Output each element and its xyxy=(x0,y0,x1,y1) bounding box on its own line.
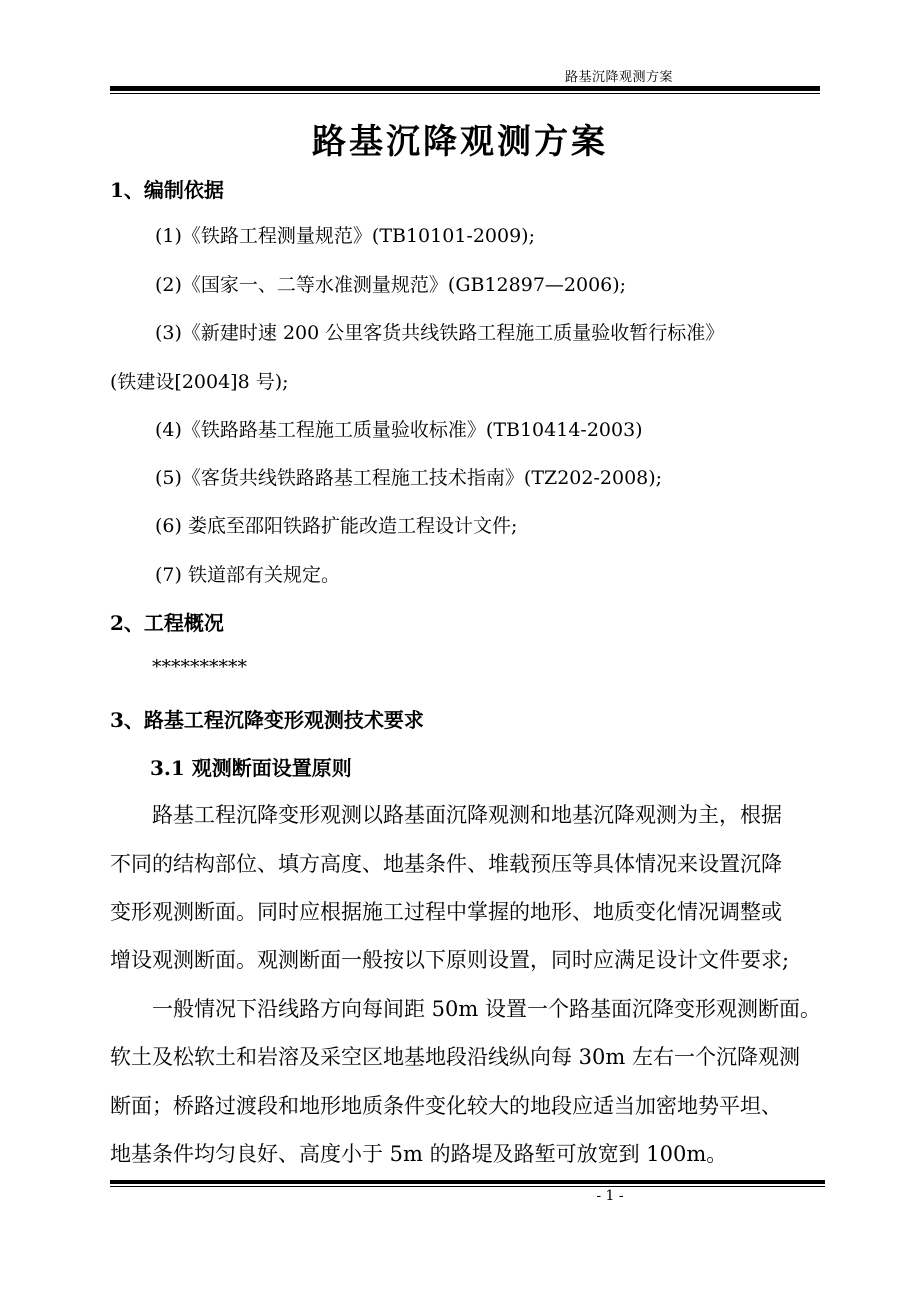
paragraph2-line4: 地基条件均匀良好、高度小于 5m 的路堤及路堑可放宽到 100m。 xyxy=(110,1142,728,1166)
reference-item-3-cont: (铁建设[2004]8 号); xyxy=(110,371,289,393)
reference-item-6: (6) 娄底至邵阳铁路扩能改造工程设计文件; xyxy=(155,515,518,537)
running-header-title: 路基沉降观测方案 xyxy=(565,70,674,85)
reference-item-7: (7) 铁道部有关规定。 xyxy=(155,564,340,586)
reference-item-4: (4)《铁路路基工程施工质量验收标准》(TB10414-2003) xyxy=(155,419,643,441)
header-rule-thick xyxy=(110,86,820,91)
document-title: 路基沉降观测方案 xyxy=(312,122,608,162)
footer-rule-thick xyxy=(110,1180,825,1184)
paragraph1-line4: 增设观测断面。观测断面一般按以下原则设置，同时应满足设计文件要求; xyxy=(110,948,790,972)
paragraph2-line3: 断面；桥路过渡段和地形地质条件变化较大的地段应适当加密地势平坦、 xyxy=(110,1094,782,1118)
paragraph2-line1: 一般情况下沿线路方向每间距 50m 设置一个路基面沉降变形观测断面。 xyxy=(152,997,821,1021)
section2-heading: 2、工程概况 xyxy=(110,611,224,635)
reference-item-2: (2)《国家一、二等水准测量规范》(GB12897—2006); xyxy=(155,274,627,296)
section3-heading: 3、路基工程沉降变形观测技术要求 xyxy=(110,708,424,732)
reference-item-1: (1)《铁路工程测量规范》(TB10101-2009); xyxy=(155,225,535,247)
section1-heading: 1、编制依据 xyxy=(110,178,224,202)
page-number: - 1 - xyxy=(596,1188,624,1204)
header-rule-thin xyxy=(110,93,820,94)
paragraph2-line2: 软土及松软土和岩溶及采空区地基地段沿线纵向每 30m 左右一个沉降观测 xyxy=(110,1045,800,1069)
reference-item-5: (5)《客货共线铁路路基工程施工技术指南》(TZ202-2008); xyxy=(155,467,663,489)
paragraph1-line3: 变形观测断面。同时应根据施工过程中掌握的地形、地质变化情况调整或 xyxy=(110,900,782,924)
paragraph1-line1: 路基工程沉降变形观测以路基面沉降观测和地基沉降观测为主，根据 xyxy=(152,803,782,827)
reference-item-3: (3)《新建时速 200 公里客货共线铁路工程施工质量验收暂行标准》 xyxy=(155,322,725,344)
footer-rule-thin xyxy=(110,1186,825,1187)
paragraph1-line2: 不同的结构部位、填方高度、地基条件、堆载预压等具体情况来设置沉降 xyxy=(110,852,782,876)
subsection-3-1-heading: 3.1 观测断面设置原则 xyxy=(150,756,352,780)
project-overview-content: ********** xyxy=(152,656,247,678)
